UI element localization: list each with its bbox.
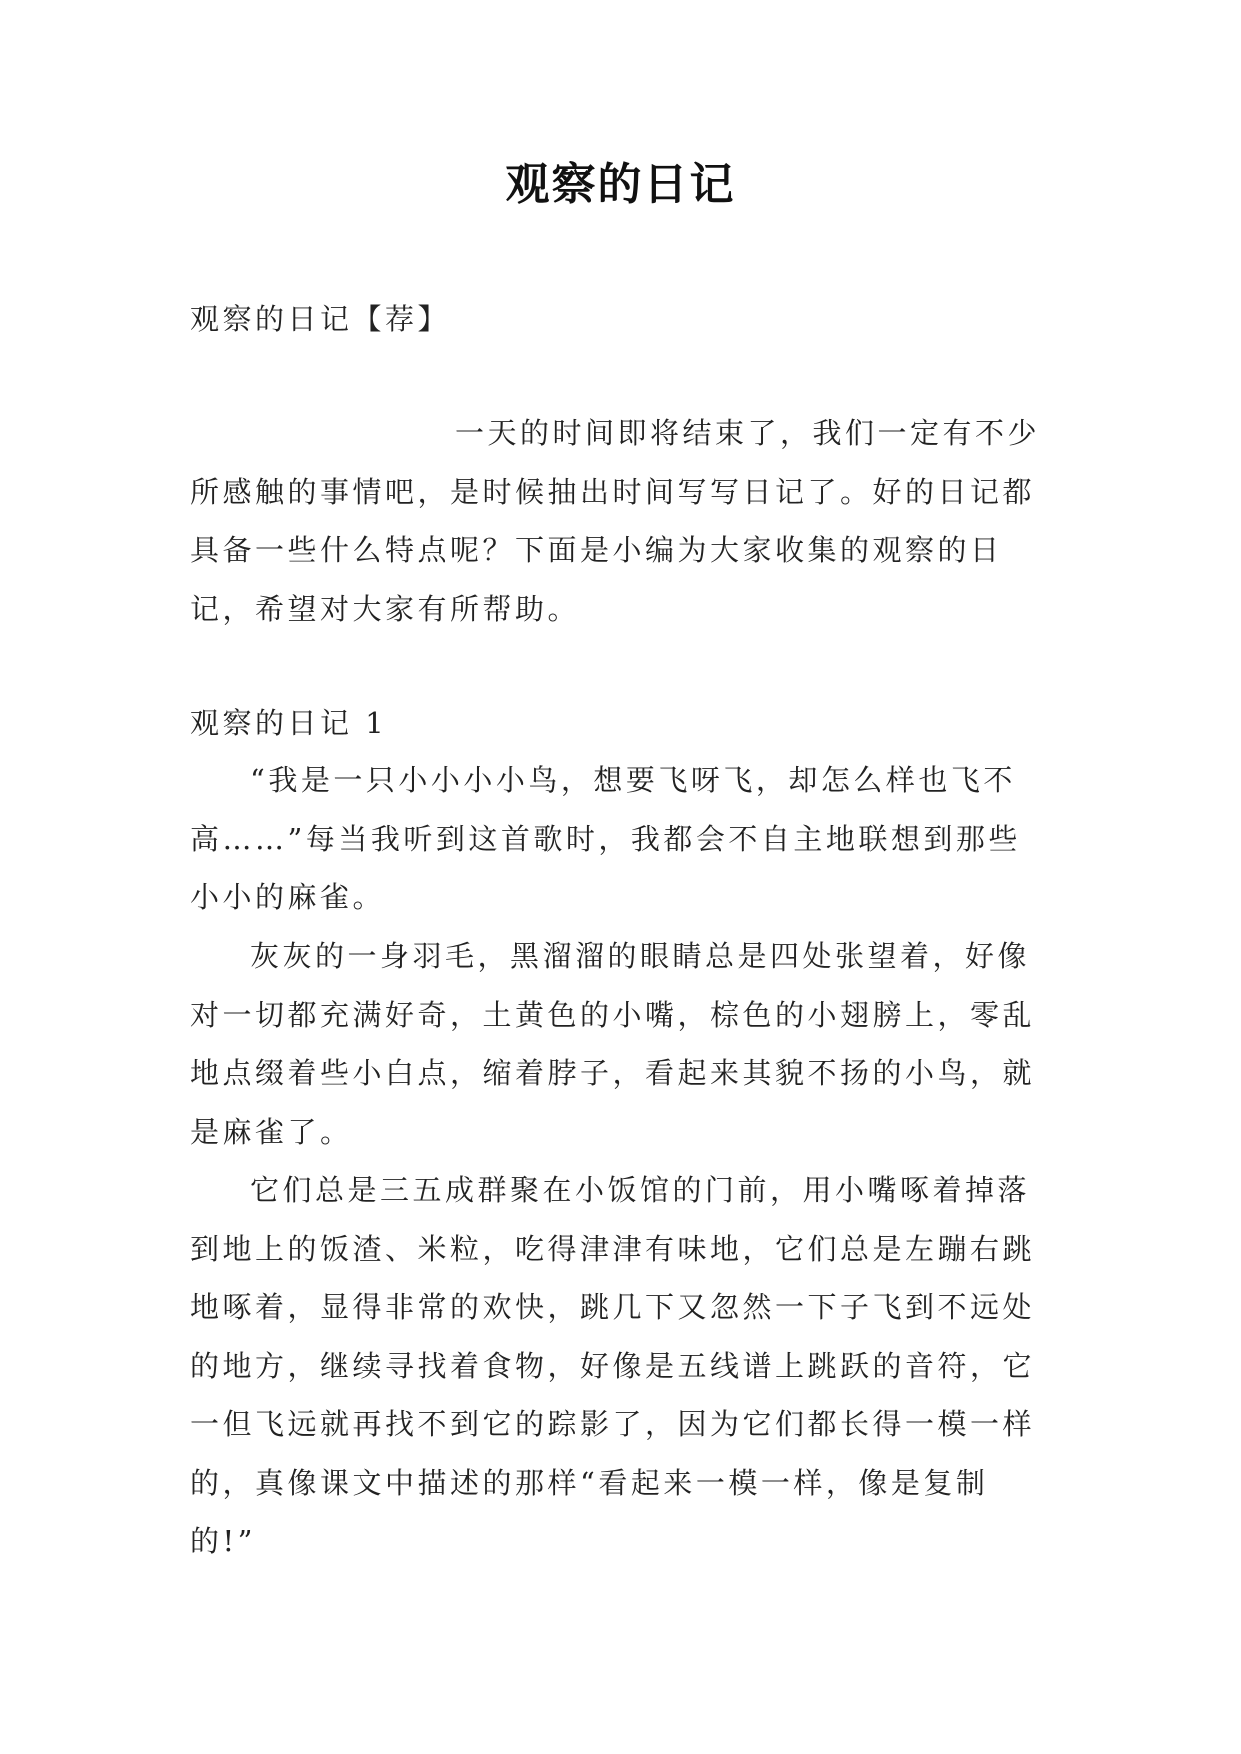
section-heading: 观察的日记 1 (190, 706, 388, 740)
body-paragraph-1: “我是一只小小小小鸟，想要飞呀飞，却怎么样也飞不高……”每当我听到这首歌时，我都会不自主地联想到那些小小的麻雀。 (190, 763, 1021, 914)
intro-paragraph: 一天的时间即将结束了，我们一定有不少所感触的事情吧，是时候抽出时间写写日记了。好的日记都具备一些什么特点呢？下面是小编为大家收集的观察的日记，希望对大家有所帮助。 (190, 416, 1041, 626)
body-paragraph-3: 它们总是三五成群聚在小饭馆的门前，用小嘴啄着掉落到地上的饭渣、米粒，吃得津津有味地，它们总是左蹦右跳地啄着，显得非常的欢快，跳几下又忽然一下子飞到不远处的地方，继续寻找着食物，好像是五线谱上跳跃的音符，它一但飞远就再找不到它的踪影了，因为它们都长得一模一样的，真像课文中描述的那样“看起来一模一样，像是复制的!” (190, 1173, 1036, 1558)
document-subtitle: 观察的日记【荐】 (190, 302, 451, 336)
document-title: 观察的日记 (505, 159, 736, 210)
body-paragraph-2: 灰灰的一身羽毛，黑溜溜的眼睛总是四处张望着，好像对一切都充满好奇，土黄色的小嘴，棕色的小翅膀上，零乱地点缀着些小白点，缩着脖子，看起来其貌不扬的小鸟，就是麻雀了。 (190, 939, 1036, 1149)
